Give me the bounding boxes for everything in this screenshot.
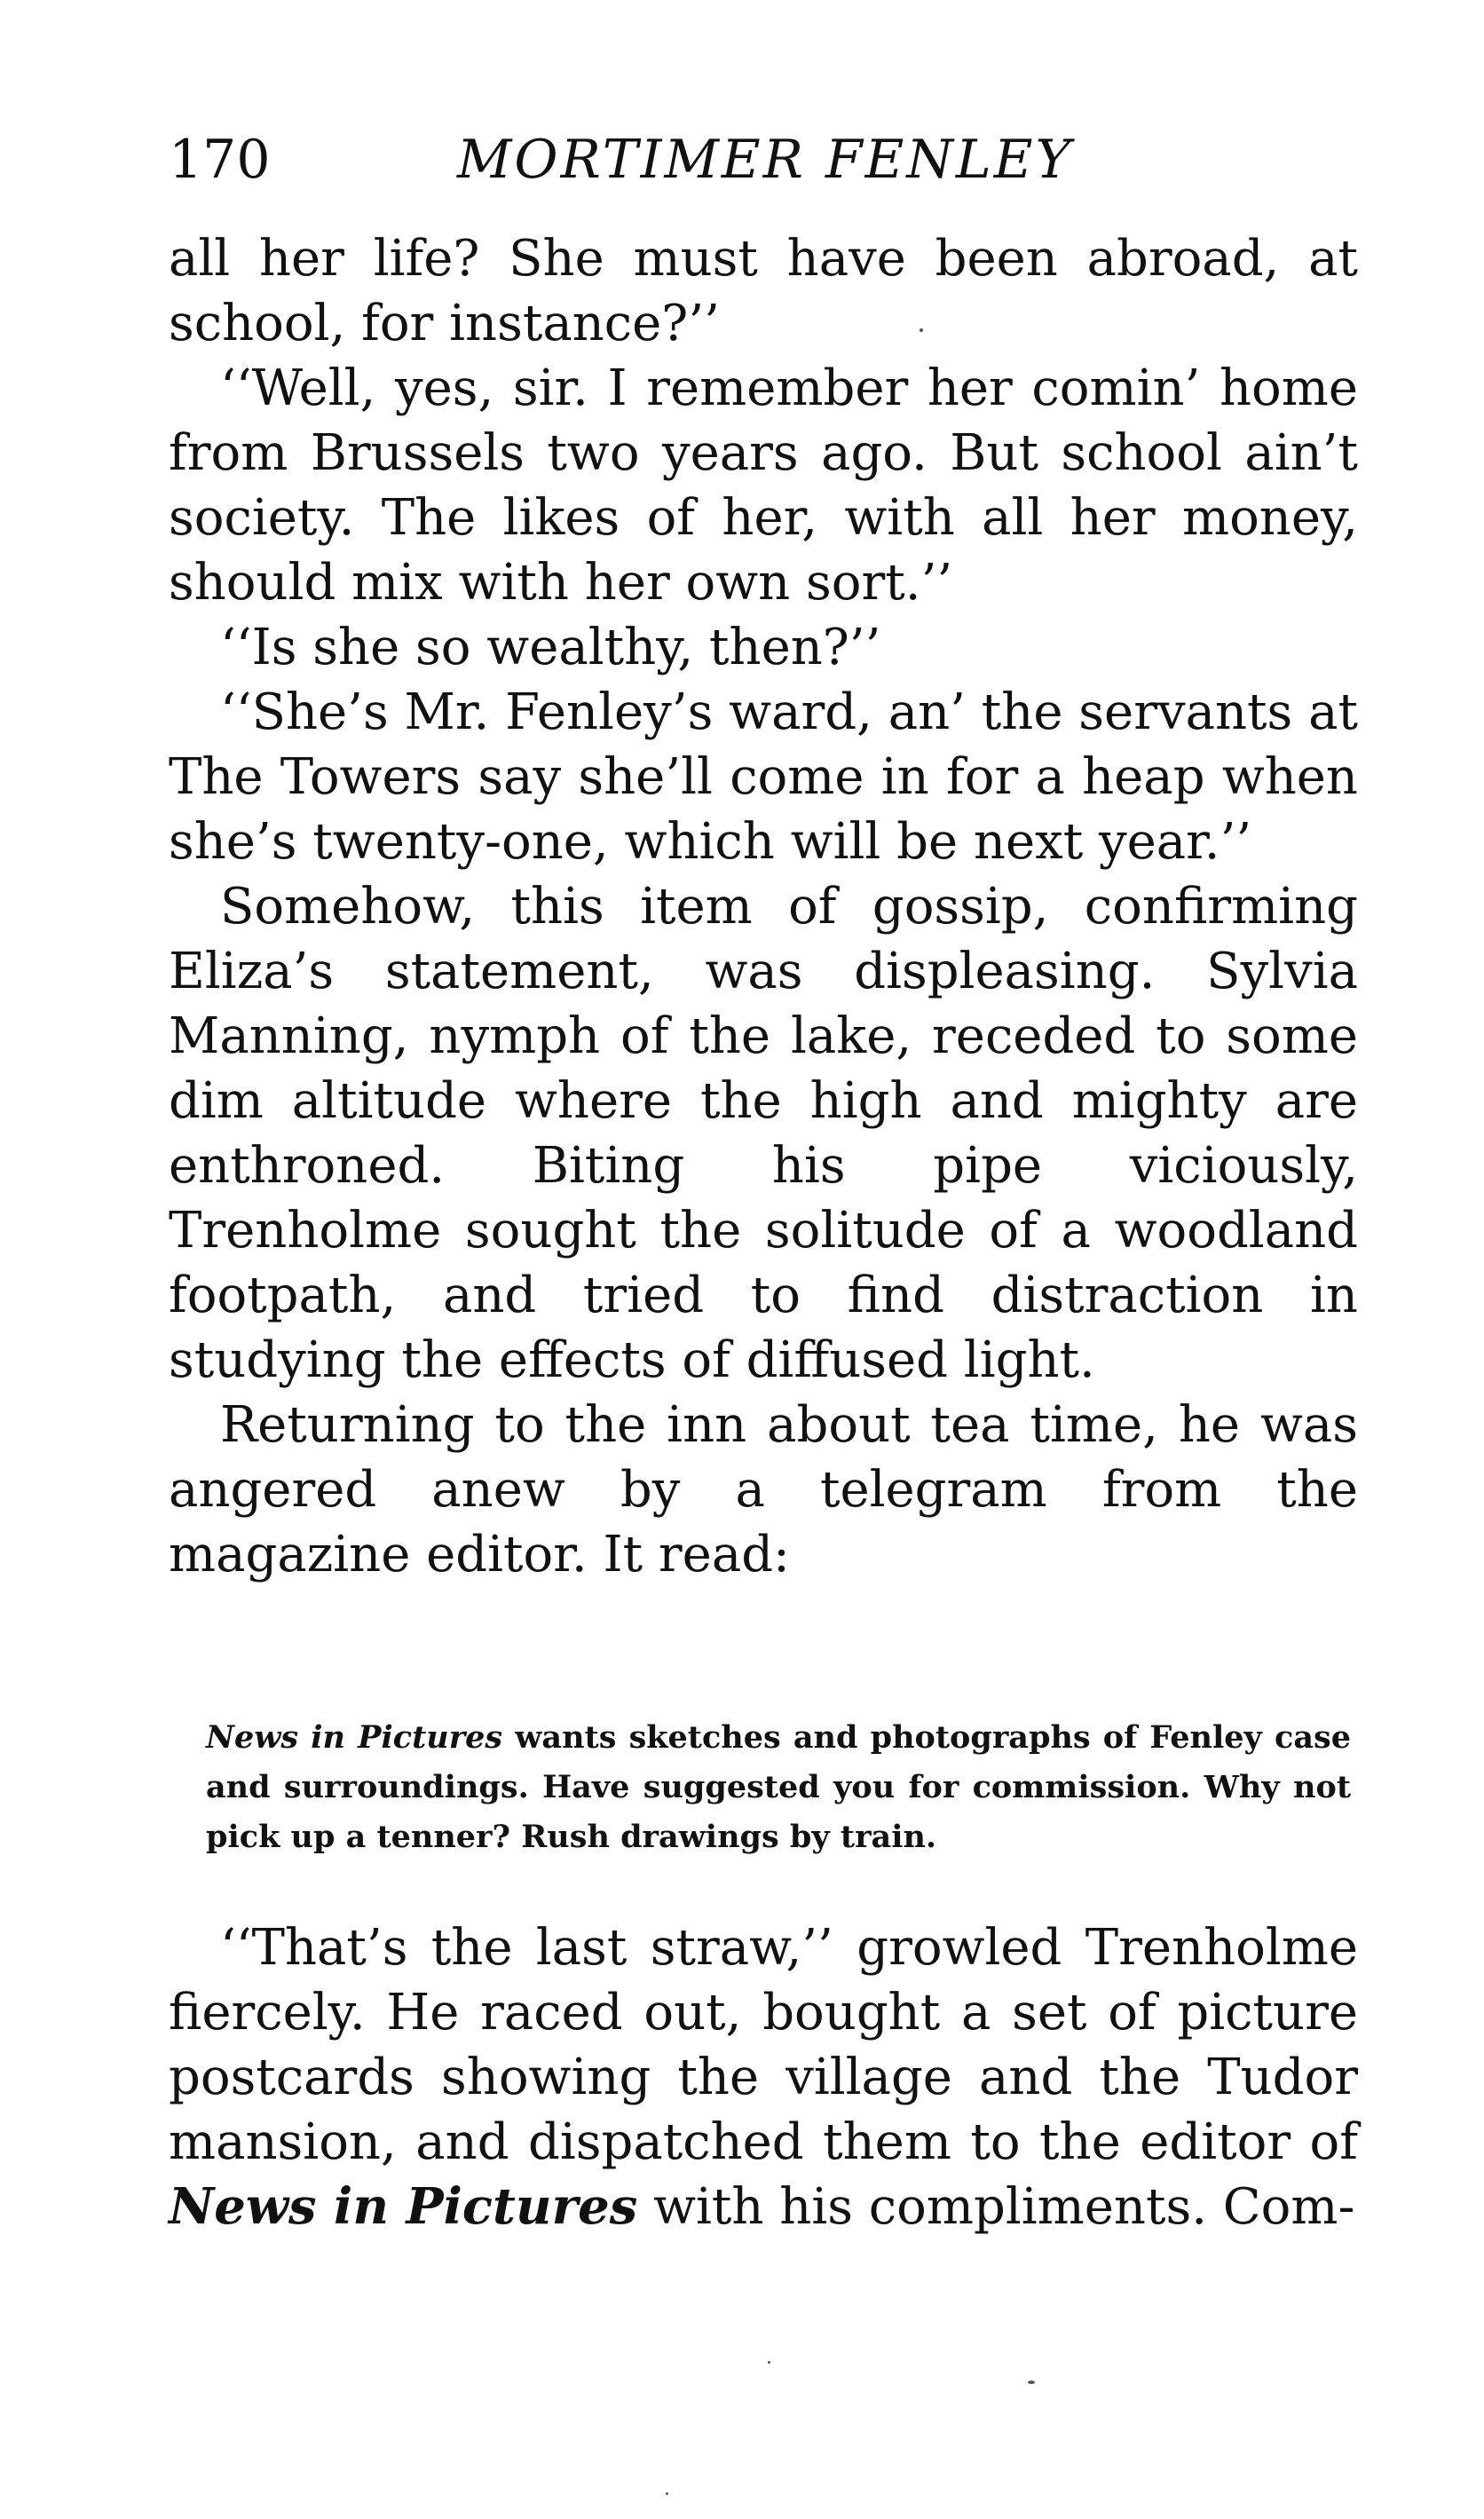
paragraph bbox=[169, 1915, 1358, 2239]
closing-part-2: with his compliments. Com- bbox=[637, 2178, 1355, 2236]
print-speck bbox=[768, 2361, 770, 2364]
paragraph-continued: all her life? She must have been abroad, at school, for instance?’’ bbox=[169, 230, 1358, 352]
paragraph: Returning to the inn about tea time, he was angered anew by a telegram from the magazine editor. It read: bbox=[169, 1396, 1358, 1583]
closing-text bbox=[169, 1915, 1358, 2239]
body-text bbox=[169, 226, 1358, 1587]
print-speck bbox=[920, 328, 923, 332]
telegram-text: wants sketches and photographs of Fenley case and surroundings. Have suggested you for commission. Why not pick up a tenner? Rush drawings by train. bbox=[206, 1719, 1351, 1855]
closing-part-1: ‘‘That’s the last straw,’’ growled Trenholme fiercely. He raced out, bought a set of picture postcards showing the village and the Tudor mansion, and dispatched them to the editor of bbox=[169, 1919, 1358, 2171]
paragraph: ‘‘Is she so wealthy, then?’’ bbox=[220, 619, 881, 676]
paragraph: Somehow, this item of gossip, confirming Eliza’s statement, was displeasing. Sylvia Manning, nymph of the lake, receded to some dim altitude where the high and mighty are enthroned. Biting his pipe viciously, Trenholme sought the solitude of a woodland footpath, and tried to find distraction in studying the effects of diffused light. bbox=[169, 878, 1358, 1389]
paragraph: ‘‘She’s Mr. Fenley’s ward, an’ the servants at The Towers say she’ll come in for a heap when she’s twenty-one, which will be next year.’’ bbox=[169, 683, 1358, 871]
paragraph: ‘‘Well, yes, sir. I remember her comin’ home from Brussels two years ago. But school ain’t society. The likes of her, with all her money, should mix with her own sort.’’ bbox=[169, 359, 1358, 612]
page-header bbox=[169, 124, 1358, 195]
publication-name: News in Pictures bbox=[169, 2177, 638, 2236]
publication-name: News in Pictures bbox=[206, 1719, 503, 1756]
telegram-quote bbox=[206, 1713, 1351, 1862]
page-number: 170 bbox=[169, 129, 271, 191]
print-speck bbox=[1028, 2381, 1035, 2384]
running-title: MORTIMER FENLEY bbox=[457, 129, 1074, 191]
print-speck bbox=[666, 2492, 668, 2495]
